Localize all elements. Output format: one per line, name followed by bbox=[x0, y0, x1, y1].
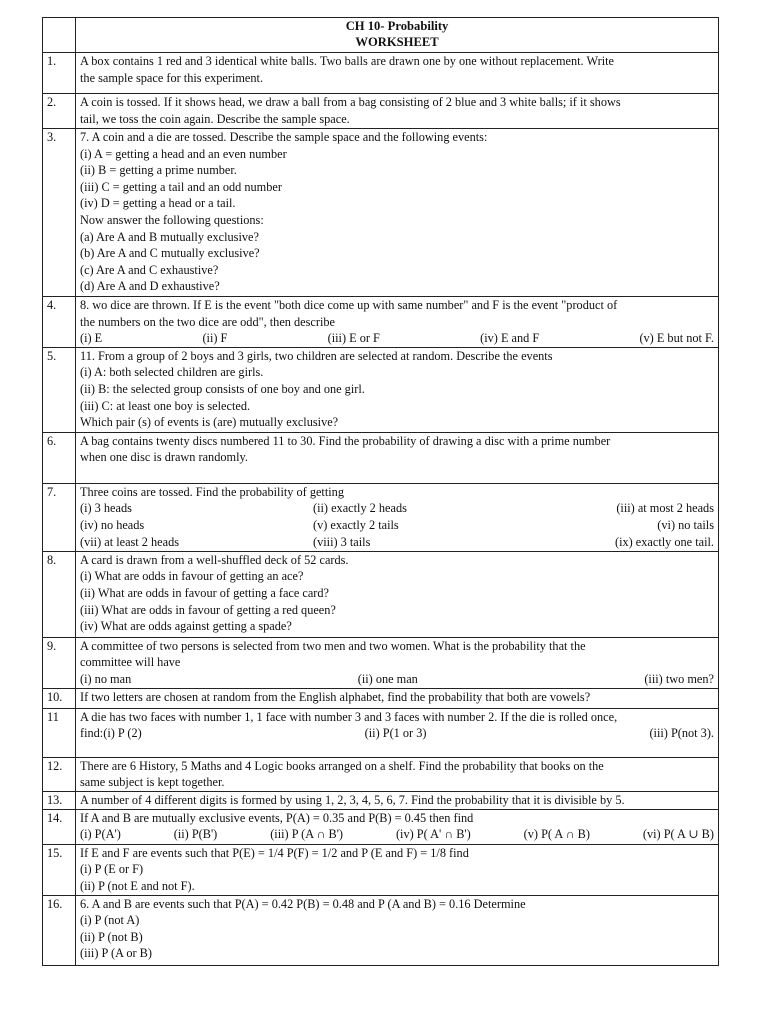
question-line: (i) P (not A) bbox=[80, 913, 140, 928]
option-item: (vii) at least 2 heads bbox=[80, 534, 180, 549]
question-line: If E and F are events such that P(E) = 1/4 P(F) = 1/2 and P (E and F) = 1/8 find bbox=[80, 845, 469, 860]
question-line: the sample space for this experiment. bbox=[80, 70, 264, 85]
question-row bbox=[43, 483, 719, 551]
question-text bbox=[76, 791, 719, 809]
question-line: 7. A coin and a die are tossed. Describe the sample space and the following events: bbox=[80, 130, 488, 144]
question-row bbox=[43, 53, 719, 94]
option-item: (ii) one man bbox=[357, 671, 418, 686]
question-number: 4. bbox=[43, 297, 76, 348]
option-item: (iv) E and F bbox=[480, 331, 540, 346]
question-number: 16. bbox=[43, 895, 76, 965]
question-line: 8. wo dice are thrown. If E is the event "both dice come up with same number" and F is the event "product of bbox=[80, 298, 618, 312]
question-line: (ii) What are odds in favour of getting a face card? bbox=[80, 585, 330, 600]
question-text bbox=[76, 53, 719, 94]
question-line: (iv) What are odds against getting a spade? bbox=[80, 619, 292, 634]
question-line: A box contains 1 red and 3 identical white balls. Two balls are drawn one by one without replacement. Write bbox=[80, 54, 614, 68]
question-number: 5. bbox=[43, 347, 76, 432]
title-cell bbox=[76, 18, 719, 53]
question-text bbox=[76, 809, 719, 844]
question-line: Which pair (s) of events is (are) mutually exclusive? bbox=[80, 415, 339, 430]
question-line: A bag contains twenty discs numbered 11 to 30. Find the probability of drawing a disc with a prime number bbox=[80, 433, 611, 448]
question-text bbox=[76, 895, 719, 965]
option-item: (iii) E or F bbox=[327, 331, 380, 346]
question-line: (a) Are A and B mutually exclusive? bbox=[80, 229, 259, 244]
question-line: (c) Are A and C exhaustive? bbox=[80, 262, 219, 277]
option-item: (iii) P(not 3). bbox=[649, 726, 714, 741]
question-text bbox=[76, 347, 719, 432]
question-line: (b) Are A and C mutually exclusive? bbox=[80, 246, 260, 261]
option-item: (iv) P( A' ∩ B') bbox=[395, 827, 471, 842]
question-number: 1. bbox=[43, 53, 76, 94]
option-item: find:(i) P (2) bbox=[80, 726, 142, 741]
question-text bbox=[76, 297, 719, 348]
option-item: (vi) no tails bbox=[657, 517, 714, 532]
question-text bbox=[76, 483, 719, 551]
question-line: If two letters are chosen at random from the English alphabet, find the probability that both are vowels? bbox=[80, 689, 591, 704]
question-row bbox=[43, 688, 719, 708]
question-line: (iii) C = getting a tail and an odd number bbox=[80, 179, 282, 194]
question-line: If A and B are mutually exclusive events, P(A) = 0.35 and P(B) = 0.45 then find bbox=[80, 810, 474, 825]
option-item: (ii) F bbox=[202, 331, 228, 346]
worksheet-table bbox=[42, 17, 719, 966]
question-line: (iii) C: at least one boy is selected. bbox=[80, 398, 251, 413]
question-line: Three coins are tossed. Find the probability of getting bbox=[80, 484, 344, 499]
question-row bbox=[43, 551, 719, 637]
header-blank-cell bbox=[43, 18, 76, 53]
option-item: (i) 3 heads bbox=[80, 501, 132, 516]
question-number: 8. bbox=[43, 551, 76, 637]
question-line: A number of 4 different digits is formed by using 1, 2, 3, 4, 5, 6, 7. Find the probability that it is divisible by 5. bbox=[80, 792, 625, 807]
question-text bbox=[76, 637, 719, 688]
question-line: (i) What are odds in favour of getting an ace? bbox=[80, 569, 304, 584]
question-text bbox=[76, 129, 719, 297]
question-row bbox=[43, 637, 719, 688]
question-number: 12. bbox=[43, 757, 76, 791]
question-row bbox=[43, 432, 719, 483]
question-number: 7. bbox=[43, 483, 76, 551]
question-line: There are 6 History, 5 Maths and 4 Logic books arranged on a shelf. Find the probability that books on the bbox=[80, 758, 604, 773]
question-line: tail, we toss the coin again. Describe the sample space. bbox=[80, 111, 350, 126]
question-number: 15. bbox=[43, 844, 76, 895]
question-row bbox=[43, 895, 719, 965]
question-line: same subject is kept together. bbox=[80, 775, 225, 790]
option-item: (vi) P( A ∪ B) bbox=[642, 827, 714, 842]
question-line: committee will have bbox=[80, 655, 181, 670]
question-line: Now answer the following questions: bbox=[80, 212, 264, 227]
option-item: (ii) P(1 or 3) bbox=[364, 726, 427, 741]
option-item: (i) no man bbox=[80, 671, 132, 686]
question-line: (d) Are A and D exhaustive? bbox=[80, 279, 220, 294]
option-item: (i) E bbox=[80, 331, 103, 346]
option-item: (iv) no heads bbox=[80, 517, 145, 532]
question-line: (iii) What are odds in favour of getting a red queen? bbox=[80, 602, 336, 617]
question-line: (iii) P (A or B) bbox=[80, 946, 152, 961]
option-item: (v) E but not F. bbox=[639, 331, 714, 346]
question-line: (i) A = getting a head and an even number bbox=[80, 146, 287, 161]
question-line: (ii) P (not B) bbox=[80, 929, 143, 944]
option-item: (iii) two men? bbox=[644, 671, 714, 686]
question-row bbox=[43, 708, 719, 757]
question-line: A die has two faces with number 1, 1 face with number 3 and 3 faces with number 2. If the die is rolled once, bbox=[80, 709, 618, 724]
question-number: 11 bbox=[43, 708, 76, 757]
question-line: when one disc is drawn randomly. bbox=[80, 450, 248, 465]
question-options bbox=[80, 725, 714, 742]
question-text bbox=[76, 757, 719, 791]
option-item: (ii) P(B') bbox=[173, 827, 218, 842]
question-line: (ii) B: the selected group consists of one boy and one girl. bbox=[80, 381, 365, 396]
question-number: 14. bbox=[43, 809, 76, 844]
question-row bbox=[43, 844, 719, 895]
question-text bbox=[76, 432, 719, 483]
worksheet-subtitle: WORKSHEET bbox=[355, 35, 439, 49]
question-line: 6. A and B are events such that P(A) = 0.42 P(B) = 0.48 and P (A and B) = 0.16 Determine bbox=[80, 896, 526, 911]
question-number: 3. bbox=[43, 129, 76, 297]
question-line: A committee of two persons is selected from two men and two women. What is the probability that the bbox=[80, 638, 586, 653]
question-line: A coin is tossed. If it shows head, we draw a ball from a bag consisting of 2 blue and 3 white balls; if it shows bbox=[80, 95, 621, 109]
question-line: A card is drawn from a well-shuffled deck of 52 cards. bbox=[80, 552, 349, 567]
worksheet-title: CH 10- Probability bbox=[345, 19, 449, 33]
option-item: (v) P( A ∩ B) bbox=[523, 827, 590, 842]
option-item: (ix) exactly one tail. bbox=[614, 534, 714, 549]
question-options-grid bbox=[80, 500, 714, 550]
question-text bbox=[76, 94, 719, 129]
option-item: (iii) at most 2 heads bbox=[616, 501, 714, 516]
question-line: (iv) D = getting a head or a tail. bbox=[80, 196, 236, 211]
header-row bbox=[43, 18, 719, 53]
question-number: 13. bbox=[43, 791, 76, 809]
question-row bbox=[43, 94, 719, 129]
option-item: (iii) P (A ∩ B') bbox=[270, 827, 344, 842]
question-text bbox=[76, 844, 719, 895]
question-line: 11. From a group of 2 boys and 3 girls, two children are selected at random. Describe the events bbox=[80, 348, 553, 363]
question-row bbox=[43, 129, 719, 297]
question-text bbox=[76, 551, 719, 637]
question-options bbox=[80, 330, 714, 347]
option-item: (i) P(A') bbox=[80, 827, 121, 842]
question-number: 9. bbox=[43, 637, 76, 688]
question-row bbox=[43, 757, 719, 791]
question-text bbox=[76, 688, 719, 708]
option-item: (ii) exactly 2 heads bbox=[313, 501, 407, 516]
question-row bbox=[43, 809, 719, 844]
question-line: (ii) B = getting a prime number. bbox=[80, 163, 237, 178]
question-line: (i) A: both selected children are girls. bbox=[80, 365, 264, 380]
question-options bbox=[80, 671, 714, 688]
question-number: 2. bbox=[43, 94, 76, 129]
question-text bbox=[76, 708, 719, 757]
question-line: (ii) P (not E and not F). bbox=[80, 878, 195, 893]
question-options bbox=[80, 826, 714, 843]
question-number: 10. bbox=[43, 688, 76, 708]
question-line: (i) P (E or F) bbox=[80, 862, 144, 877]
question-row bbox=[43, 297, 719, 348]
question-line: the numbers on the two dice are odd", then describe bbox=[80, 314, 335, 329]
option-item: (v) exactly 2 tails bbox=[313, 517, 399, 532]
question-row bbox=[43, 791, 719, 809]
option-item: (viii) 3 tails bbox=[313, 534, 371, 549]
question-number: 6. bbox=[43, 432, 76, 483]
question-row bbox=[43, 347, 719, 432]
